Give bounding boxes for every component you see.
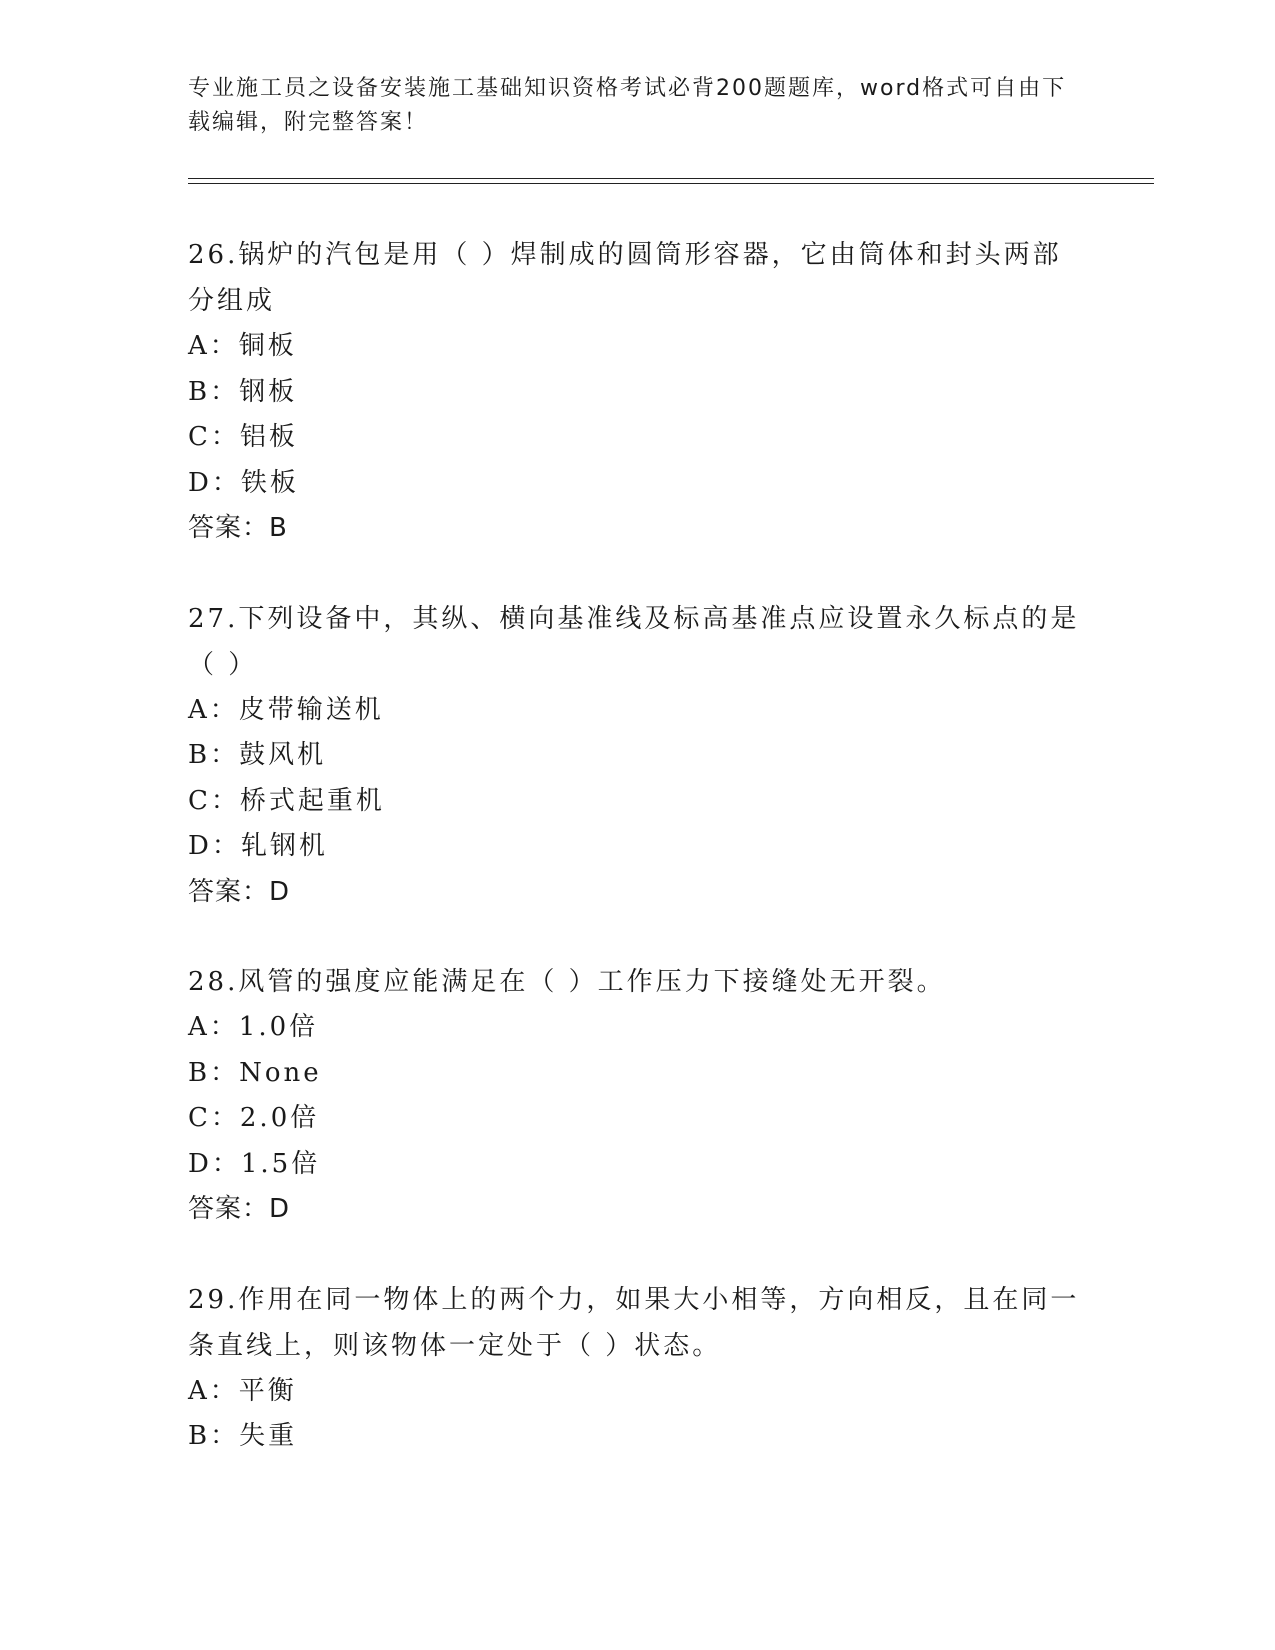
- option-b: B：鼓风机: [188, 740, 327, 770]
- option-a: A：铜板: [188, 331, 297, 361]
- answer-text: 答案：D: [188, 876, 291, 907]
- option-a: A：皮带输送机: [188, 694, 384, 725]
- question-29: [188, 1277, 1088, 1460]
- option-a: A：平衡: [188, 1375, 297, 1406]
- answer-text: 答案：B: [188, 513, 288, 543]
- option-b: B：None: [188, 1057, 322, 1088]
- option-c: C：2.0倍: [188, 1103, 320, 1133]
- option-b: B：失重: [188, 1421, 298, 1451]
- question-stem: 29.作用在同一物体上的两个力，如果大小相等，方向相反，且在同一条直线上，则该物体一定处于（ ）状态。: [188, 1284, 1080, 1361]
- header-divider-top: [188, 178, 1154, 179]
- question-stem: 26.锅炉的汽包是用（ ）焊制成的圆筒形容器，它由筒体和封头两部分组成: [188, 240, 1062, 316]
- document-header: 专业施工员之设备安装施工基础知识资格考试必背200题题库，word格式可自由下载编辑，附完整答案！: [188, 76, 1067, 135]
- option-d: D：轧钢机: [188, 831, 328, 861]
- answer-text: 答案：D: [188, 1194, 291, 1224]
- option-b: B：钢板: [188, 376, 298, 407]
- question-stem: 27.下列设备中，其纵、横向基准线及标高基准点应设置永久标点的是（ ）: [188, 603, 1080, 680]
- question-list: [188, 232, 1088, 1504]
- option-a: A：1.0倍: [188, 1012, 319, 1042]
- question-27: [188, 596, 1088, 916]
- option-d: D：铁板: [188, 467, 299, 498]
- question-stem: 28.风管的强度应能满足在（ ）工作压力下接缝处无开裂。: [188, 967, 946, 997]
- option-c: C：铝板: [188, 422, 298, 452]
- option-d: D：1.5倍: [188, 1148, 321, 1179]
- header-divider-bottom: [188, 183, 1154, 184]
- question-28: [188, 959, 1088, 1233]
- option-c: C：桥式起重机: [188, 785, 385, 816]
- question-26: [188, 232, 1088, 552]
